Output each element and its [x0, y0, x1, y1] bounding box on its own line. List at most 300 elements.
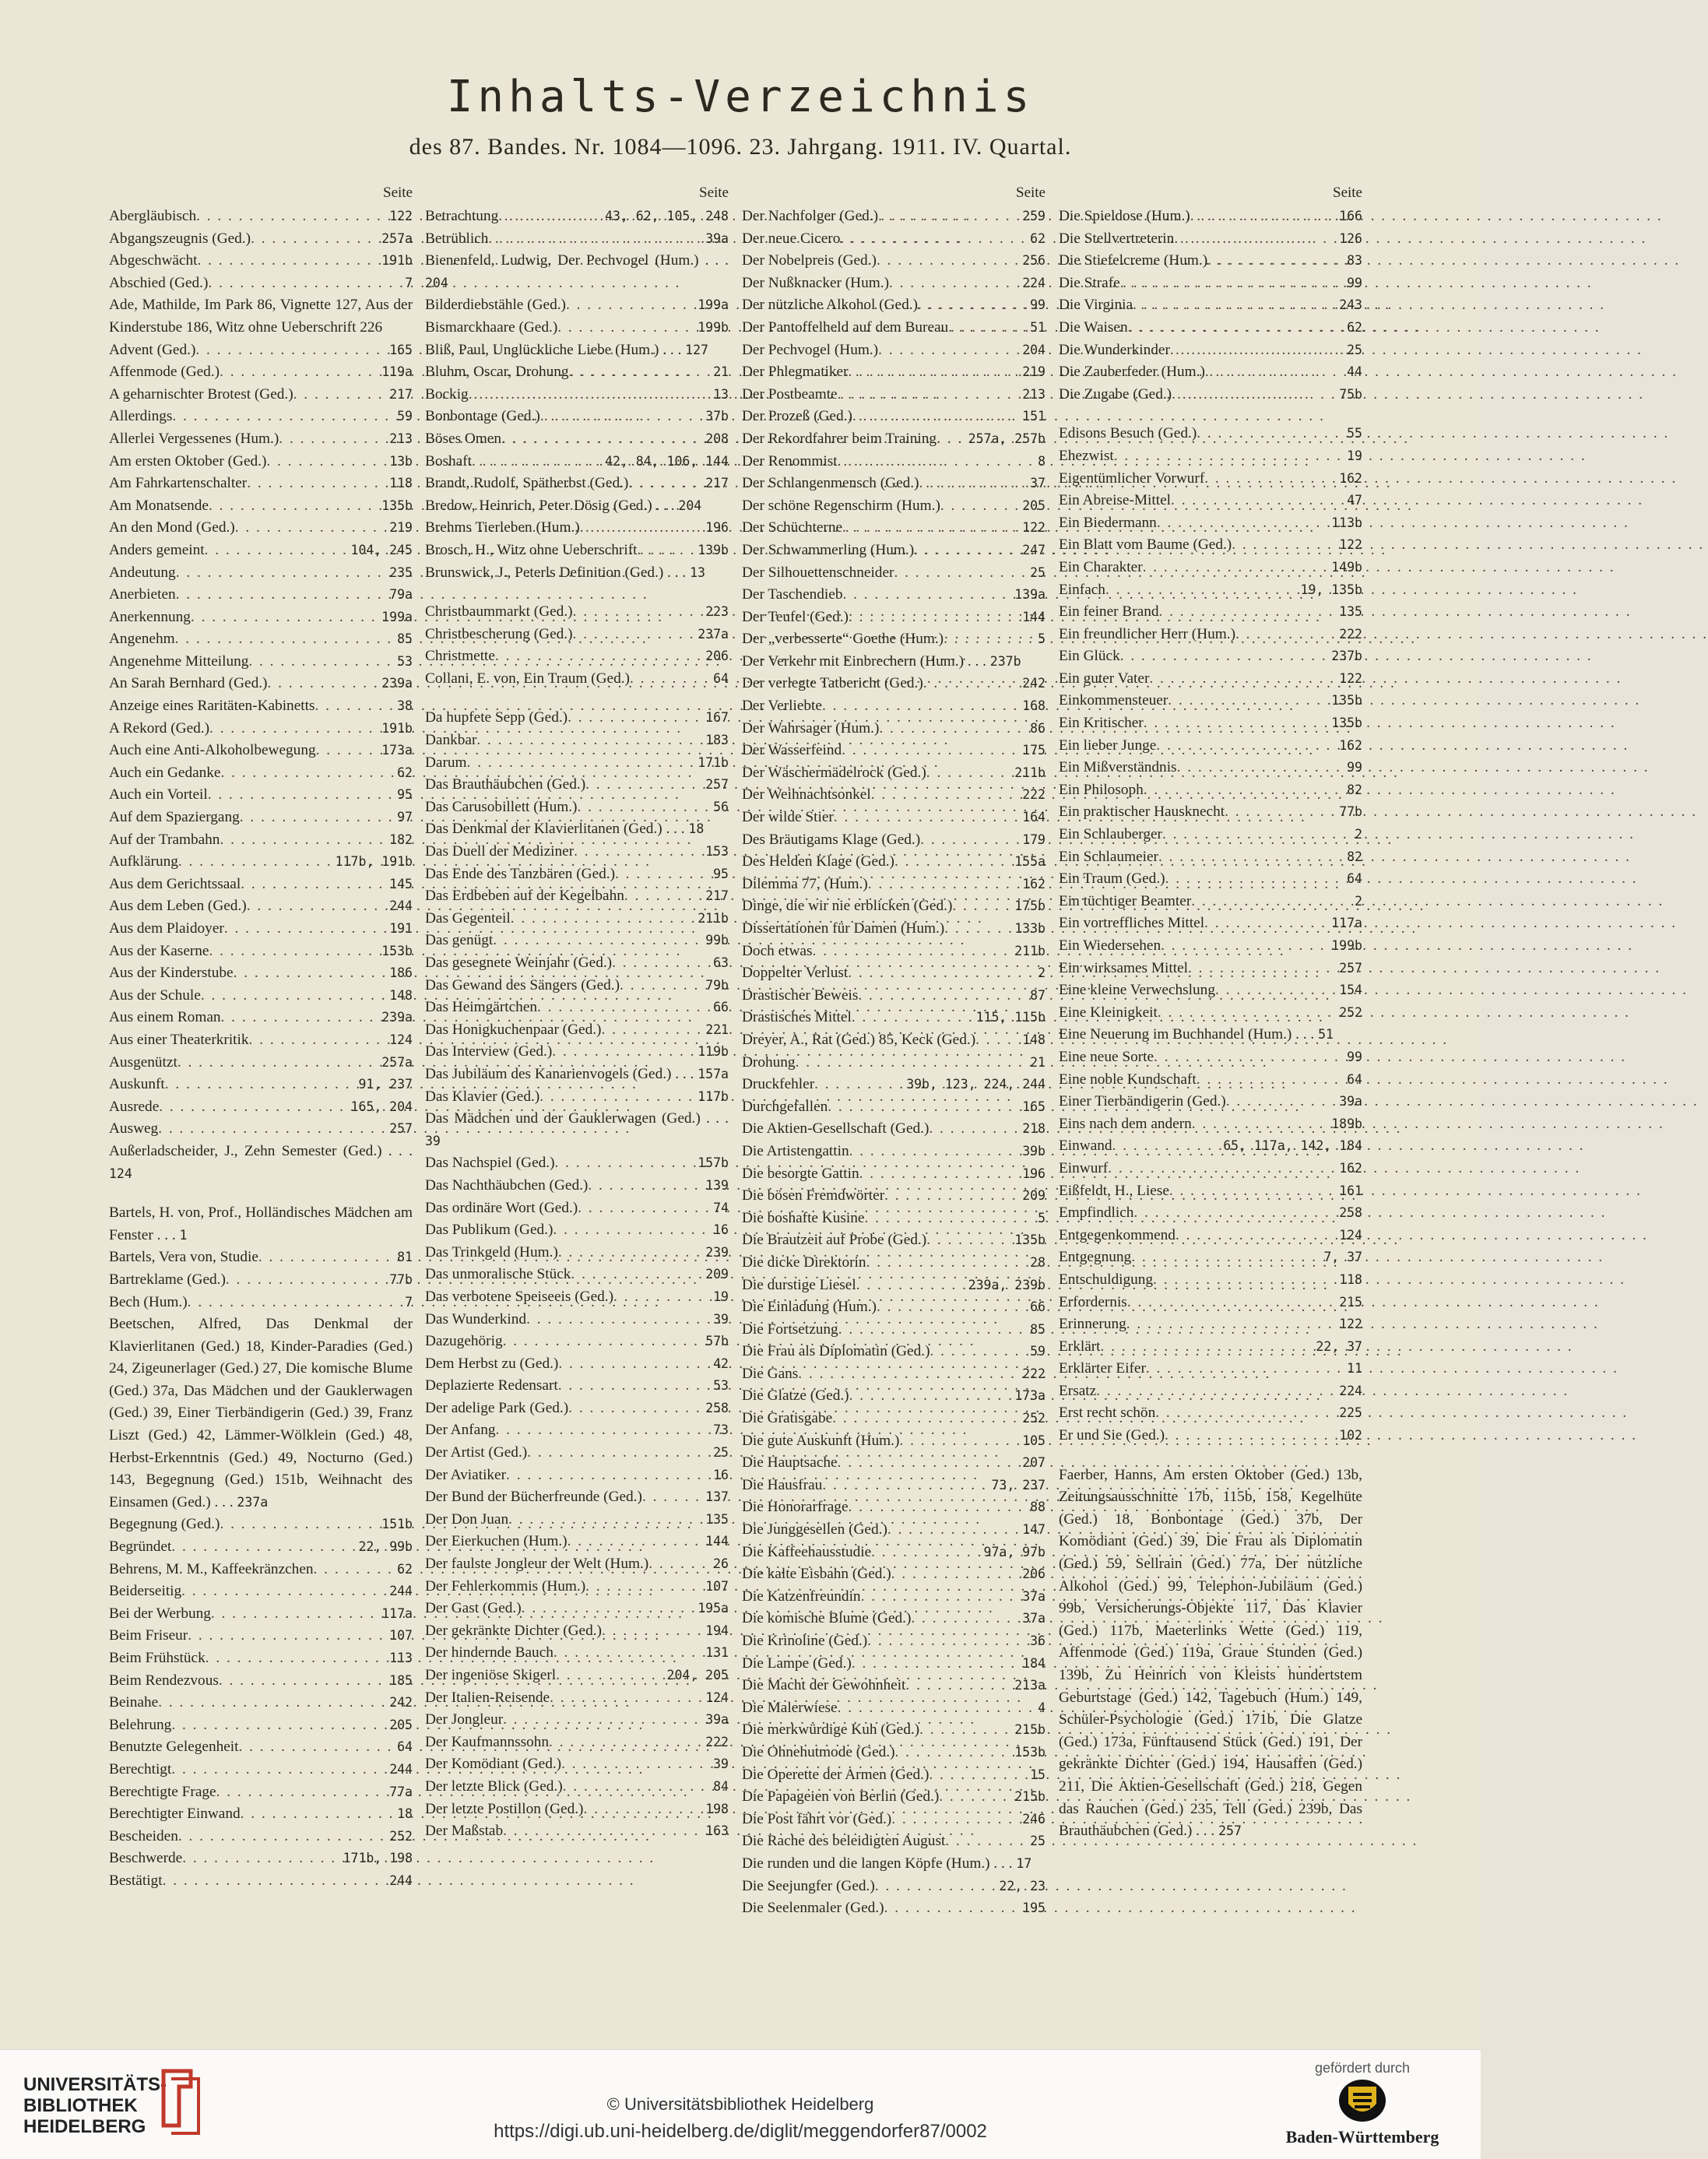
entry-page: 113b: [1331, 515, 1362, 530]
entry-page: 222: [705, 1734, 729, 1749]
entry-page: 105: [1022, 1433, 1046, 1448]
entry-title: Am ersten Oktober (Ged.): [109, 452, 267, 469]
entry-title: Die Gratisgabe: [742, 1410, 833, 1427]
dot-leader: [867, 1630, 1027, 1653]
entry-title: Das Erdbeben auf der Kegelbahn: [425, 888, 624, 905]
entry-title: Bienenfeld, Ludwig, Der Pechvogel (Hum.): [425, 252, 699, 269]
entry-title: Dazugehörig: [425, 1333, 503, 1350]
index-entry: [425, 206, 729, 228]
index-entry: [425, 1242, 729, 1264]
index-entry: [742, 294, 1046, 317]
entry-page: 77a: [389, 1784, 413, 1799]
entry-page: 25: [1030, 564, 1046, 580]
dot-leader: [1174, 228, 1336, 251]
dot-leader: [852, 1653, 1019, 1676]
entry-page: 118: [1339, 1271, 1362, 1287]
dot-leader: [314, 1559, 395, 1581]
index-entry: [742, 1208, 1046, 1230]
entry-title: Abgangszeugnis (Ged.): [109, 230, 251, 247]
entry-page: 21: [713, 364, 729, 380]
entry-title: Die dicke Direktorin: [742, 1254, 866, 1271]
dot-leader: [555, 1152, 695, 1175]
index-entry: [109, 428, 413, 451]
dot-leader: [926, 762, 1011, 785]
entry-title: Außerladscheider, J., Zehn Semester (Ged.): [109, 1142, 382, 1159]
index-entry: [742, 228, 1046, 251]
entry-title: Anzeige eines Raritäten-Kabinetts: [109, 698, 315, 715]
index-entry: [109, 1647, 413, 1670]
entry-title: Erst recht schön: [1059, 1405, 1156, 1422]
index-entry: [742, 1653, 1046, 1676]
entry-page: 148: [1022, 1032, 1046, 1047]
dot-leader: [220, 762, 394, 785]
dot-leader: [1154, 1046, 1344, 1069]
index-entry: [742, 584, 1046, 607]
index-entry: [742, 1496, 1046, 1519]
index-entry: [1059, 757, 1362, 779]
entry-title: Die Zugabe (Ged.): [1059, 385, 1172, 403]
entry-page: 185: [389, 1672, 413, 1688]
dot-leader: [549, 1732, 702, 1754]
index-entry: [109, 562, 413, 585]
dot-leader: [945, 1830, 1027, 1853]
index-entry: [742, 1319, 1046, 1341]
index-entry: [742, 406, 1046, 428]
index-entry: [109, 1292, 413, 1314]
entry-page: 66: [1030, 1299, 1046, 1315]
dot-leader: [171, 1759, 386, 1781]
entry-title: Beim Friseur: [109, 1627, 188, 1644]
dot-leader: [172, 406, 394, 428]
dot-leader: [1128, 317, 1344, 339]
entry-page: 64: [1347, 1071, 1362, 1087]
dot-leader: [849, 1496, 1028, 1519]
dot-leader: [930, 1341, 1028, 1363]
dot-leader: [796, 1052, 1028, 1074]
index-entry: [742, 740, 1046, 762]
dot-leader: [637, 540, 694, 562]
entry-page: 133b: [1014, 921, 1046, 936]
entry-title: Die Rache des beleidigten August: [742, 1833, 946, 1850]
index-entry: [1059, 339, 1362, 362]
entry-page: 4: [1038, 1700, 1046, 1715]
entry-title: Behrens, M. M., Kaffeekränzchen: [109, 1560, 314, 1577]
entry-title: Der Prozeß (Ged.): [742, 408, 852, 425]
dot-leader: [1204, 468, 1336, 491]
permalink-url[interactable]: https://digi.ub.uni-heidelberg.de/diglit/meggendorfer87/0002: [494, 2121, 987, 2142]
dot-leader: [158, 1118, 386, 1141]
index-entry: [109, 1269, 413, 1292]
dot-leader: [884, 1897, 1020, 1920]
index-entry: [742, 206, 1046, 228]
entry-title: Ein Glück: [1059, 648, 1120, 665]
entry-page: 99: [1347, 275, 1362, 290]
entry-title: Der letzte Postillon (Ged.): [425, 1800, 584, 1817]
entry-title: Berechtigte Frage: [109, 1783, 216, 1800]
dot-leader: [1149, 668, 1336, 691]
entry-page: 77b: [389, 1271, 413, 1287]
dot-leader: [221, 1007, 379, 1029]
entry-page: 167: [705, 710, 729, 726]
index-entry: [742, 851, 1046, 874]
index-entry: Brunswick, J., Peterls Definition (Ged.) . . . 13: [425, 564, 705, 581]
index-entry: [742, 985, 1046, 1007]
index-entry: [742, 1363, 1046, 1386]
dot-leader: [1108, 1158, 1336, 1180]
entry-title: Das verbotene Speiseeis (Ged.): [425, 1288, 614, 1305]
entry-page: 252: [1022, 1411, 1046, 1426]
entry-page: 42, 84, 106, 144: [605, 453, 729, 469]
entry-page: 82: [1347, 782, 1362, 797]
dot-leader: [952, 895, 1011, 918]
index-entry: [742, 1742, 1046, 1764]
dot-leader: [1232, 534, 1336, 557]
page-subtitle: des 87. Bandes. Nr. 1084—1096. 23. Jahrgang. 1911. IV. Quartal.: [409, 134, 1072, 160]
entry-page: 25: [1347, 342, 1362, 357]
entry-page: 256: [1022, 253, 1046, 269]
entry-page: 211b: [698, 910, 729, 926]
entry-page: 195: [1022, 1901, 1046, 1916]
index-entry: [425, 707, 729, 730]
index-entry: [1059, 824, 1362, 846]
funder-name[interactable]: Baden-Württemberg: [1285, 2127, 1439, 2147]
dot-leader: [879, 718, 1027, 740]
index-entry: [425, 540, 729, 562]
index-entry: [425, 361, 729, 384]
dot-leader: [209, 718, 378, 740]
index-entry: [1059, 1091, 1362, 1113]
dot-leader: [550, 1687, 702, 1710]
entry-page: 11: [1347, 1361, 1362, 1377]
index-entry: [1059, 690, 1362, 712]
index-entry: [425, 930, 729, 952]
entry-page: 135b: [1331, 716, 1362, 731]
entry-title: Einfach: [1059, 581, 1105, 598]
entry-page: 36: [1030, 1633, 1046, 1648]
entry-page: 115, 115b: [975, 1010, 1046, 1025]
entry-page: 242: [1022, 676, 1046, 691]
index-entry: [742, 1675, 1046, 1697]
index-entry: [1059, 1113, 1362, 1136]
entry-page: 55: [1347, 426, 1362, 441]
entry-page: 39a: [1339, 1094, 1362, 1109]
entry-title: Bismarckhaare (Ged.): [425, 318, 558, 336]
entry-title: Die Spieldose (Hum.): [1059, 208, 1190, 224]
dot-leader: [852, 406, 1019, 428]
entry-title: Ein Traum (Ged.): [1059, 870, 1165, 888]
entry-title: Ein Philosoph: [1059, 781, 1144, 798]
dot-leader: [624, 885, 702, 908]
entry-title: Allerdings: [109, 408, 173, 425]
baden-wuerttemberg-crest-icon: [1337, 2077, 1387, 2124]
index-entry: [109, 451, 413, 473]
entry-page: 165, 204: [350, 1099, 413, 1114]
entry-title: Auf dem Spaziergang: [109, 809, 240, 826]
entry-page: 244: [389, 1584, 413, 1599]
dot-leader: [571, 1264, 702, 1286]
entry-page: 153b: [1014, 1744, 1046, 1760]
index-entry: [109, 517, 413, 540]
entry-page: 175b: [1014, 898, 1046, 914]
index-entry: [109, 895, 413, 918]
entry-title: Beim Frühstück: [109, 1650, 206, 1666]
entry-page: 154: [1339, 983, 1362, 998]
dot-leader: [580, 517, 703, 540]
dot-leader: [1191, 891, 1351, 913]
dot-leader: [1169, 1180, 1336, 1203]
index-entry: [1059, 273, 1362, 295]
entry-page: 162: [1022, 876, 1046, 891]
entry-title: Das gesegnete Weinjahr (Ged.): [425, 955, 613, 971]
entry-title: Bilderdiebstähle (Ged.): [425, 297, 566, 314]
index-entry: [742, 517, 1046, 540]
index-entry: [109, 1052, 413, 1074]
dot-leader: [929, 1118, 1019, 1141]
dot-leader: [511, 908, 694, 930]
index-entry: [1059, 935, 1362, 958]
entry-page: 182: [389, 832, 413, 847]
dot-leader: [1172, 384, 1336, 406]
index-entry: [742, 607, 1046, 629]
index-entry: [109, 851, 413, 874]
entry-title: Der Weihnachtsonkel: [742, 786, 871, 803]
entry-page: 43, 62, 105, 248: [605, 209, 729, 223]
entry-page: 75b: [1339, 386, 1362, 402]
dot-leader: [181, 1581, 386, 1603]
dot-leader: [895, 1742, 1012, 1764]
entry-title: Der adelige Park (Ged.): [425, 1399, 569, 1416]
index-entry: [742, 1475, 1046, 1497]
dot-leader: [537, 997, 710, 1019]
index-entry: Eine Neuerung im Buchhandel (Hum.) . . . 51: [1059, 1026, 1334, 1043]
index-entry: [742, 540, 1046, 562]
entry-page: 37b: [705, 409, 729, 424]
entry-title: Die gute Auskunft (Hum.): [742, 1432, 900, 1449]
dot-leader: [864, 1208, 1035, 1230]
dot-leader: [522, 1598, 695, 1620]
entry-page: 99: [1347, 1049, 1362, 1064]
entry-page: 191b: [381, 720, 413, 736]
entry-title: Die Junggesellen (Ged.): [742, 1521, 887, 1538]
entry-page: 85: [1030, 1321, 1046, 1337]
entry-page: 124: [705, 1690, 729, 1705]
entry-page: 207: [1022, 1455, 1046, 1471]
index-entry: [425, 1799, 729, 1821]
entry-page: 209: [705, 1267, 729, 1282]
entry-title: Böses Omen: [425, 430, 502, 447]
index-entry: [742, 1897, 1046, 1920]
entry-page: 59: [397, 409, 413, 424]
dot-leader: [838, 451, 1035, 473]
entry-title: Doch etwas: [742, 942, 813, 959]
entry-title: Entgegenkommend: [1059, 1226, 1176, 1243]
index-entry: [425, 1331, 729, 1353]
index-entry: Bliß, Paul, Unglückliche Liebe (Hum.) . . . 127: [425, 341, 708, 358]
entry-page: 196: [1022, 1166, 1046, 1181]
entry-page: 15: [1030, 1767, 1046, 1782]
dot-leader: [171, 1536, 355, 1559]
index-entry: [425, 1620, 729, 1643]
index-entry: [1059, 801, 1362, 824]
dot-leader: [508, 1509, 702, 1531]
index-entry: [425, 1442, 729, 1465]
index-entry: [425, 952, 729, 975]
index-entry: [425, 730, 729, 752]
index-entry: [1059, 294, 1362, 317]
entry-page: 175: [1022, 743, 1046, 758]
entry-title: Eißfeldt, H., Liese: [1059, 1182, 1169, 1199]
index-entry: [1059, 1402, 1362, 1425]
dot-leader: [940, 495, 1019, 518]
dot-leader: [849, 1385, 1012, 1408]
entry-page: 257: [705, 777, 729, 793]
entry-page: 258: [705, 1400, 729, 1415]
dot-leader: [1177, 757, 1344, 779]
entry-title: Beetschen, Alfred, Das Denkmal der Klavierlitanen (Ged.) 18, Kinder-Paradies (Ged.) 24, Zigeunerlager (Ged.) 27, Die komische Blume (Ged.) 37a, Das Mädchen und der Gauklerwagen (Ged.) 39, Einer Tierbändigerin (Ged.) 39, Franz Liszt (Ged.) 42, Lämmer-Wölklein (Ged.) 48, Herbst-Erkenntnis (Ged.) 49, Nocturno (Ged.) 143, Begegnung (Ged.) 151b, Weihnacht des Einsamen (Ged.): [109, 1316, 413, 1510]
dot-leader: [247, 473, 386, 495]
entry-page: 17: [1016, 1855, 1032, 1871]
entry-page: 173a: [381, 743, 413, 758]
dot-leader: [1226, 1091, 1336, 1113]
dot-leader: [195, 339, 386, 362]
index-entry: Faerber, Hanns, Am ersten Oktober (Ged.) 13b, Zeitungsausschnitte 17b, 115b, 158, Kegelhüte (Ged.) 18, Bonbontage (Ged.) 37b, Der Komödiant (Ged.) 39, Die Frau als Diplomatin (Ged.) 59, Sellrain (Ged.) 77a, Der nützliche Alkohol (Ged.) 99, Telephon-Jubiläum (Ged.) 99b, Versicherungs-Objekte 117, Das Klavier (Ged.) 117b, Maeterlinks Wette (Ged.) 119, Affenmode (Ged.) 119a, Graue Stunden (Ged.) 139b, Zu Heinrich von Kleists hundertstem Geburtstage (Ged.) 142, Tagebuch (Hum.) 149, Schüler-Psychologie (Ged.) 171b, Die Glatze (Ged.) 173a, Fünftausend Stück (Ged.) 191, Der gekränkte Dichter (Ged.) 194, Hausaffen (Ged.) 211, Die Aktien-Gesellschaft (Ged.) 218, Gegen das Rauchen (Ged.) 235, Tell (Ged.) 239b, Das Brauthäubchen (Ged.) . . . 257: [1059, 1466, 1362, 1840]
entry-page: 213: [1022, 386, 1046, 402]
entry-title: Ein guter Vater: [1059, 670, 1150, 687]
dot-leader: [920, 829, 1019, 852]
entry-page: 37: [1030, 476, 1046, 491]
dot-leader: [205, 540, 348, 562]
entry-title: Brunswick, J., Peterls Definition (Ged.): [425, 564, 664, 581]
dot-leader: [842, 584, 1011, 607]
entry-page: 191: [389, 921, 413, 936]
dot-leader: [569, 361, 711, 384]
column-header: Seite: [699, 185, 729, 201]
entry-page: 151b: [381, 1517, 413, 1532]
entry-page: 104, 245: [350, 542, 413, 557]
dot-leader: [875, 1876, 996, 1898]
entry-title: Die kalte Eisbahn (Ged.): [742, 1566, 891, 1583]
index-entry: Der Verkehr mit Einbrechern (Hum.) . . . 237b: [742, 652, 1021, 670]
entry-title: Drastisches Mittel: [742, 1009, 852, 1026]
entry-page: 74: [713, 1200, 729, 1215]
dot-leader: [868, 874, 1019, 896]
entry-page: 57b: [705, 1334, 729, 1349]
library-logo-text[interactable]: UNIVERSITÄTS- BIBLIOTHEK HEIDELBERG: [23, 2074, 167, 2137]
index-entry: [1059, 361, 1362, 384]
dot-leader: [1215, 979, 1336, 1002]
index-entry: [109, 874, 413, 896]
entry-page: 126: [1339, 230, 1362, 246]
entry-page: 26: [713, 1556, 729, 1572]
entry-title: Aus einem Roman: [109, 1009, 221, 1026]
entry-page: 247: [1022, 542, 1046, 557]
entry-title: Dem Herbst zu (Ged.): [425, 1355, 559, 1372]
dot-leader: [838, 384, 1020, 406]
entry-page: 145: [389, 876, 413, 891]
section-gap: [109, 1185, 413, 1202]
dot-leader: [1127, 1292, 1336, 1314]
dot-leader: [553, 1219, 710, 1242]
entry-title: Die Malerwiese: [742, 1699, 838, 1716]
entry-title: Die Stiefelcreme (Hum.): [1059, 252, 1208, 269]
index-entry: [425, 228, 729, 251]
entry-page: 218: [1022, 1121, 1046, 1137]
entry-page: 77b: [1339, 804, 1362, 820]
entry-title: Die komische Blume (Ged.): [742, 1610, 912, 1627]
dot-leader: [258, 1247, 394, 1269]
dot-leader: [206, 1647, 386, 1670]
entry-page: 215b: [1014, 1722, 1046, 1738]
column-header: Seite: [383, 185, 413, 201]
entry-title: Die Kaffeehausstudie: [742, 1543, 872, 1560]
entry-page: 198: [705, 1801, 729, 1816]
dot-leader: [585, 774, 702, 796]
entry-page: 122: [1339, 537, 1362, 553]
column-header: Seite: [1333, 185, 1362, 201]
entry-page: 64: [397, 1739, 413, 1755]
dot-leader: [899, 1430, 1019, 1453]
entry-page: 83: [1347, 253, 1362, 269]
entry-title: Auch ein Vorteil: [109, 786, 208, 803]
entry-title: Ein Wiedersehen: [1059, 937, 1162, 954]
index-entry: [742, 1408, 1046, 1430]
index-entry: [1059, 1225, 1362, 1247]
entry-page: 102: [1339, 1428, 1362, 1443]
entry-title: Beinahe: [109, 1694, 159, 1711]
dot-leader: [1205, 361, 1344, 384]
index-entry: [425, 1598, 729, 1620]
index-entry: [109, 1625, 413, 1647]
entry-title: Der Don Juan: [425, 1510, 509, 1528]
entry-title: Beiderseitig: [109, 1583, 182, 1600]
dot-leader: [852, 1007, 973, 1029]
dot-leader: [235, 517, 386, 540]
dot-leader: [561, 1753, 710, 1776]
entry-page: 19: [1347, 448, 1362, 463]
index-entry: Das Jubiläum des Kanarienvogels (Ged.) . . . 157a: [425, 1065, 729, 1082]
index-entry: [1059, 490, 1362, 512]
entry-title: Der Pantoffelheld auf dem Bureau: [742, 318, 949, 336]
entry-title: Auch ein Gedanke: [109, 764, 221, 781]
dot-leader: [1114, 445, 1344, 468]
entry-title: Das Publikum (Ged.): [425, 1222, 554, 1239]
dot-leader: [914, 540, 1019, 562]
entry-page: 42: [713, 1356, 729, 1371]
entry-title: Eine noble Kundschaft: [1059, 1071, 1197, 1088]
entry-page: 173a: [1014, 1388, 1046, 1404]
dot-leader: [577, 796, 710, 819]
entry-title: Das Honigkuchenpaar (Ged.): [425, 1021, 602, 1038]
dot-leader: [813, 941, 1012, 963]
dot-leader: [822, 1475, 988, 1497]
entry-page: 171b, 198: [343, 1851, 413, 1866]
entry-title: Ein Schlauberger: [1059, 826, 1162, 843]
dot-leader: [832, 1408, 1019, 1430]
dot-leader: [838, 1452, 1020, 1475]
entry-title: Bartreklame (Ged.): [109, 1271, 226, 1288]
dot-leader: [615, 863, 710, 886]
dot-leader: [495, 645, 702, 668]
entry-title: Erinnerung: [1059, 1316, 1126, 1333]
index-entry: [1059, 846, 1362, 869]
index-entry: [109, 1670, 413, 1693]
index-entry: [1059, 624, 1362, 646]
index-entry: [425, 1820, 729, 1843]
dot-leader: [240, 807, 394, 829]
index-entry: [109, 1759, 413, 1781]
entry-page: 119a: [381, 364, 413, 380]
index-entry: Beetschen, Alfred, Das Denkmal der Klavierlitanen (Ged.) 18, Kinder-Paradies (Ged.) 24, Zigeunerlager (Ged.) 27, Die komische Blume (Ged.) 37a, Das Mädchen und der Gauklerwagen (Ged.) 39, Einer Tierbändigerin (Ged.) 39, Franz Liszt (Ged.) 42, Lämmer-Wölklein (Ged.) 48, Herbst-Erkenntnis (Ged.) 49, Nocturno (Ged.) 143, Begegnung (Ged.) 151b, Weihnacht des Einsamen (Ged.) . . . 237a: [109, 1316, 413, 1510]
